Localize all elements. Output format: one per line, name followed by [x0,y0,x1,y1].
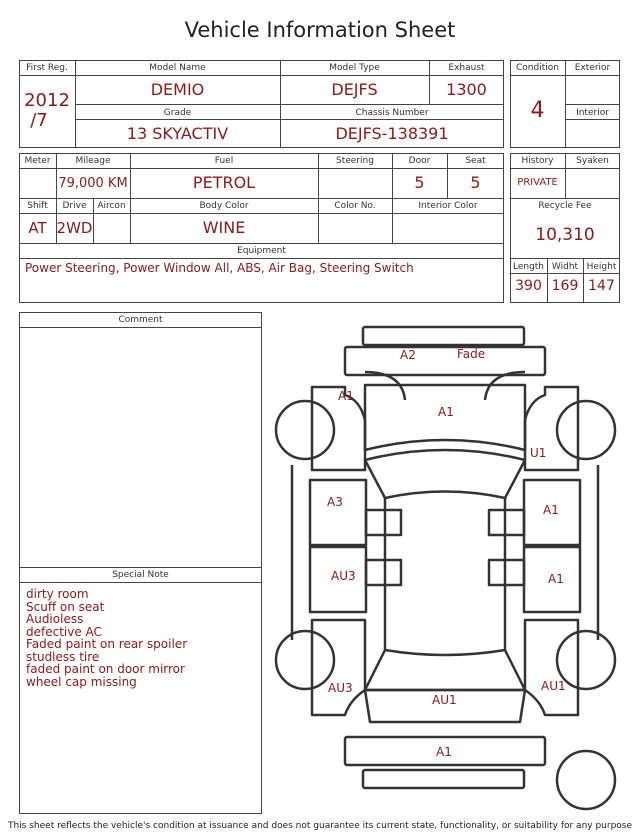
disclaimer-footer: This sheet reflects the vehicle's condition at issuance and does not guarantee its current state, functionality, or suitability for any purpose [7,821,633,831]
meter-label: Meter [24,156,51,166]
chassis-label: Chassis Number [355,108,429,118]
height-value: 147 [588,278,615,294]
damage-front-bumper-right: Fade [457,347,486,361]
special-note-item: Audioless [26,612,84,626]
width-value: 169 [551,278,579,294]
page-title: Vehicle Information Sheet [184,18,456,42]
steering-label: Steering [336,156,374,166]
special-note-item: defective AC [26,624,102,639]
damage-front-bumper-left: A2 [400,348,416,362]
chassis-value: DEJFS-138391 [335,124,449,143]
special-note-item: dirty room [26,587,89,601]
model-name-label: Model Name [149,63,206,73]
first-reg-month: /7 [30,110,48,131]
car-damage-diagram [262,318,640,818]
drive-value: 2WD [56,219,93,237]
model-name-value: DEMIO [150,80,205,99]
damage-rear-fender-right: AU1 [541,679,566,693]
color-no-label: Color No. [334,201,376,211]
damage-front-fender-right: U1 [530,446,547,460]
recycle-fee-label: Recycle Fee [538,201,592,211]
history-label: History [521,156,554,166]
comment-box [19,312,262,814]
drive-label: Drive [62,201,87,211]
special-note-item: wheel cap missing [26,674,137,689]
first-reg-label: First Reg. [26,63,68,73]
seat-value: 5 [470,173,481,192]
width-label: Widht [551,262,579,272]
height-label: Height [586,262,617,272]
body-color-value: WINE [202,218,246,237]
comment-label: Comment [118,315,163,325]
condition-label: Condition [516,63,559,73]
model-type-label: Model Type [329,63,380,73]
history-value: PRIVATE [517,177,558,188]
door-label: Door [408,156,431,166]
grade-label: Grade [163,108,192,118]
equipment-label: Equipment [237,246,286,256]
first-reg-year: 2012 [24,90,70,111]
aircon-label: Aircon [97,201,126,211]
mileage-value: 79,000 KM [58,176,128,191]
length-label: Length [512,262,545,272]
damage-trunk: AU1 [432,693,457,707]
damage-front-door-right: A1 [543,503,559,517]
seat-label: Seat [465,156,486,166]
special-note-item: studless tire [26,649,100,664]
exhaust-label: Exhaust [448,63,485,73]
damage-rear-door-right: A1 [548,572,564,586]
condition-grade: 4 [530,98,545,123]
shift-label: Shift [27,201,48,211]
length-value: 390 [515,278,542,294]
equipment-value: Power Steering, Power Window All, ABS, Air Bag, Steering Switch [25,261,414,275]
exterior-label: Exterior [574,63,611,73]
damage-rear-bumper: A1 [436,745,452,759]
mileage-label: Mileage [75,156,111,166]
door-value: 5 [414,173,425,192]
recycle-fee-value: 10,310 [535,225,595,245]
fuel-label: Fuel [214,156,234,166]
interior-label: Interior [576,108,609,118]
special-note-item: faded paint on door mirror [26,662,185,676]
special-note-item: Faded paint on rear spoiler [26,637,188,651]
fuel-value: PETROL [192,173,256,192]
special-note-item: Scuff on seat [26,599,105,614]
damage-front-door-left: A3 [327,495,343,509]
special-notes-list [26,588,258,688]
syaken-label: Syaken [576,156,609,166]
body-color-label: Body Color [199,201,249,211]
special-note-label: Special Note [112,570,169,580]
interior-color-label: Interior Color [418,201,478,211]
grade-value: 13 SKYACTIV [126,124,229,143]
exhaust-value: 1300 [446,80,487,99]
damage-rear-fender-left: AU3 [328,681,353,695]
damage-front-fender-left: A1 [338,389,354,403]
damage-rear-door-left: AU3 [331,569,356,583]
shift-value: AT [28,219,47,237]
model-type-value: DEJFS [331,80,378,99]
damage-hood: A1 [438,405,454,419]
